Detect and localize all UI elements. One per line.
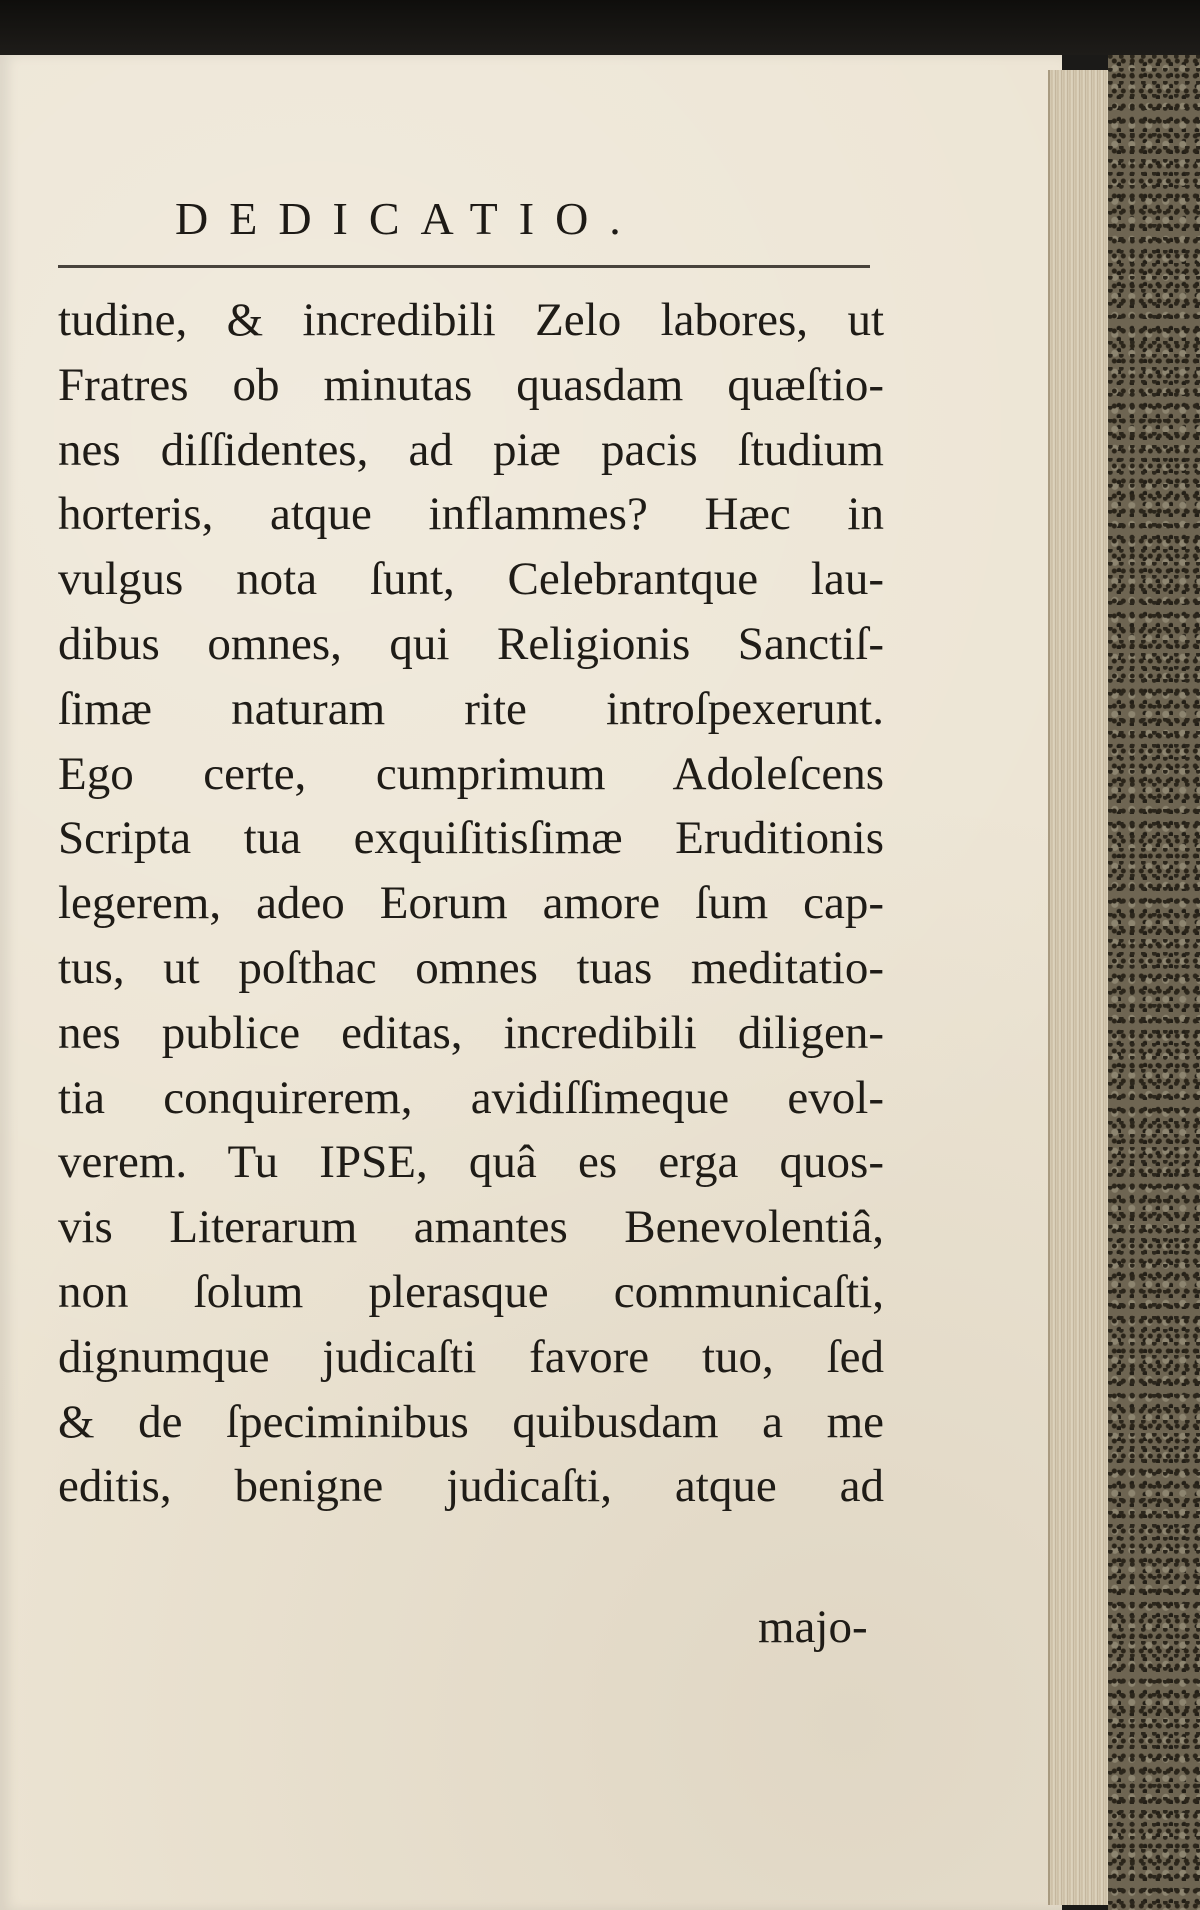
body-text [58,288,884,1519]
text-line: vis Literarum amantes Benevolentiâ, [58,1201,884,1254]
text-line: Scripta tua exquiſitisſimæ Eruditionis [58,812,884,865]
text-line: ſimæ naturam rite introſpexerunt. [58,682,884,735]
text-line: tus, ut poſthac omnes tuas meditatio- [58,941,884,994]
text-line: horteris, atque inflammes? Hæc in [58,488,884,541]
text-line: Fratres ob minutas quasdam quæſtio- [58,358,884,411]
text-line: tudine, & incredibili Zelo labores, ut [58,294,884,346]
text-line: dignumque judicaſti favore tuo, ſed [58,1330,884,1383]
text-line: dibus omnes, qui Religionis Sanctiſ- [58,617,884,670]
text-line: & de ſpeciminibus quibusdam a me [58,1395,884,1448]
scan-background [0,0,1200,55]
header-rule [58,265,870,268]
text-line: Ego certe, cumprimum Adoleſcens [58,747,884,800]
text-line: legerem, adeo Eorum amore ſum cap- [58,877,884,930]
text-line: editis, benigne judicaſti, atque ad [58,1460,884,1513]
page-fore-edge [1048,70,1110,1905]
text-line: nes publice editas, incredibili diligen- [58,1006,884,1059]
text-line: nes diſſidentes, ad piæ pacis ſtudium [58,423,884,476]
text-line: tia conquirerem, avidiſſimeque evol- [58,1071,884,1124]
catchword: majo- [758,1601,868,1653]
marbled-cover [1108,55,1200,1910]
running-head: DEDICATIO. [175,193,642,244]
text-line: non ſolum plerasque communicaſti, [58,1265,884,1318]
text-line: vulgus nota ſunt, Celebrantque lau- [58,553,884,606]
text-line: verem. Tu IPSE, quâ es erga quos- [58,1136,884,1189]
